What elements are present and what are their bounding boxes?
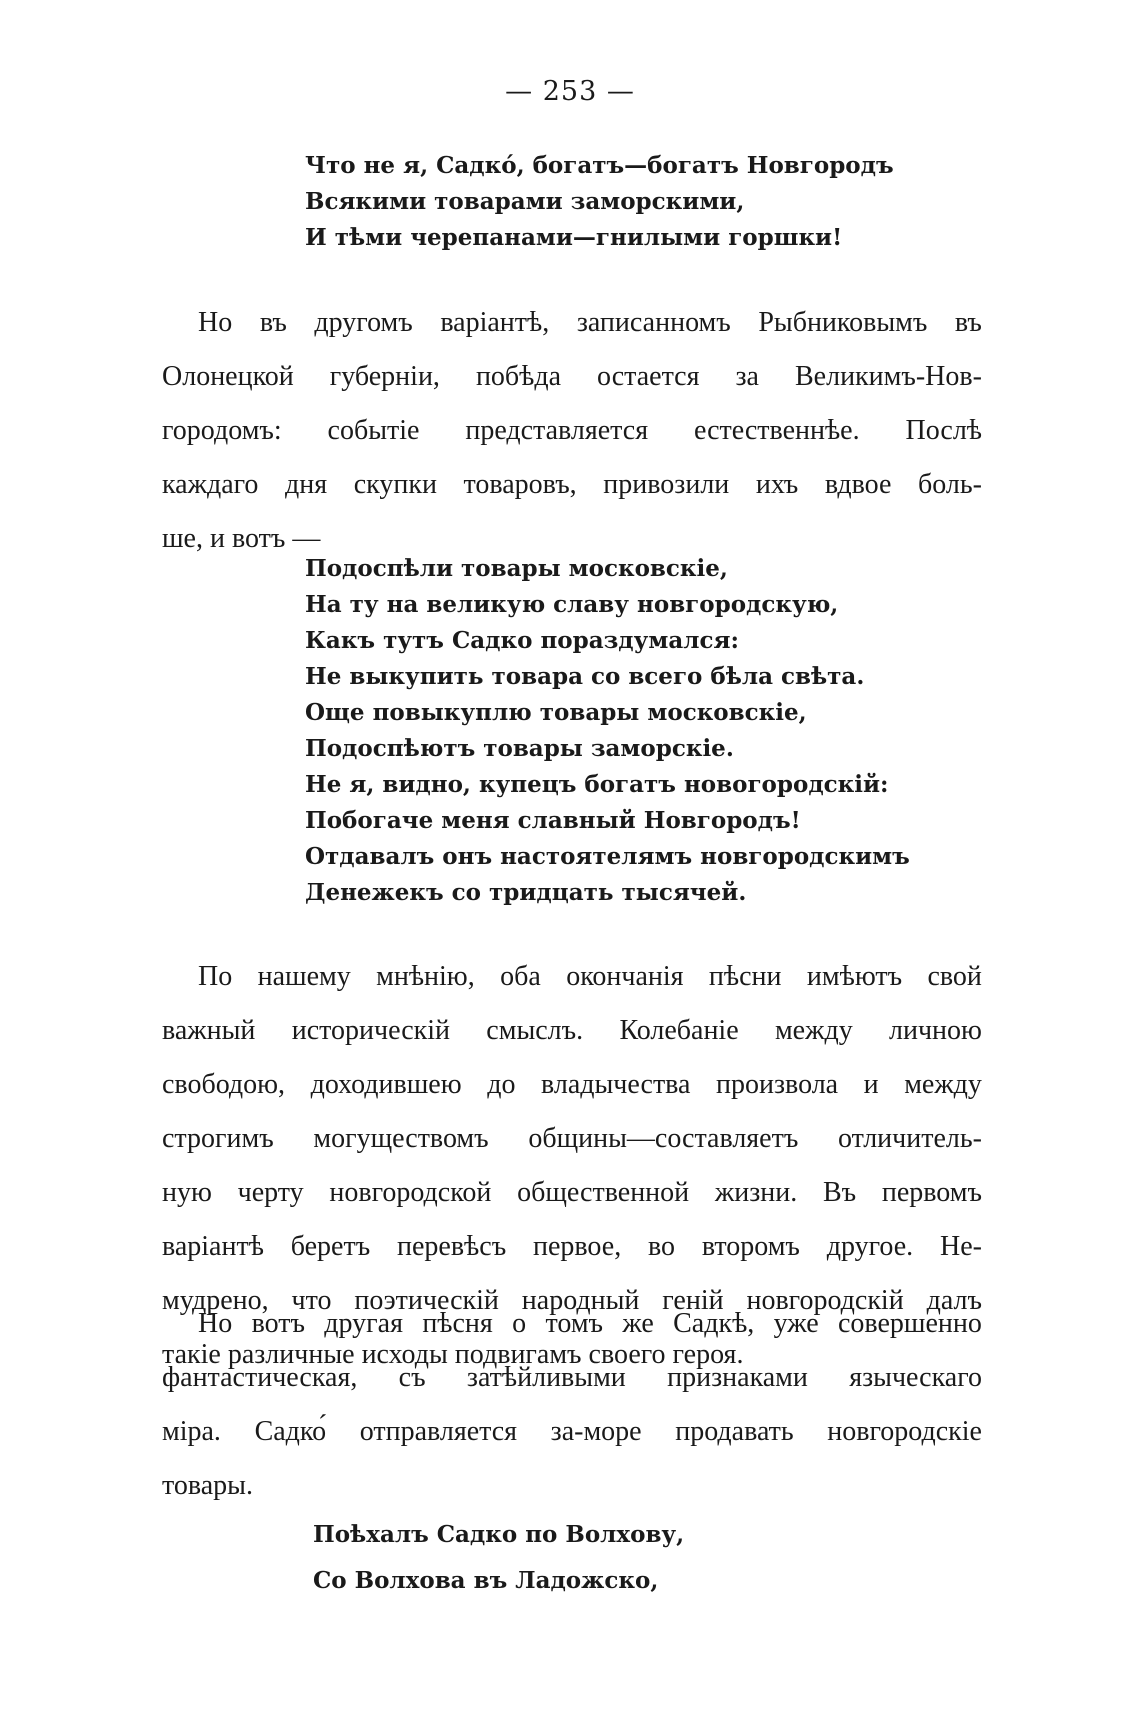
word: томъ [545, 1308, 604, 1339]
word: что [291, 1285, 332, 1316]
paragraph-line [162, 950, 982, 1004]
word: Садкѣ, [673, 1308, 755, 1339]
word: окончанія [566, 961, 684, 992]
verse-block-2 [305, 551, 910, 911]
page-number: — 253 — [505, 76, 635, 107]
word: новгородскіе [827, 1416, 982, 1447]
word: Садко́ [254, 1416, 327, 1447]
paragraph-line [162, 1004, 982, 1058]
word: побѣда [475, 361, 562, 392]
verse-line: На ту на великую славу новгородскую, [305, 591, 839, 618]
word: далъ [926, 1285, 982, 1316]
word: доходившею [310, 1069, 462, 1100]
word: могуществомъ [313, 1123, 489, 1154]
word: до [487, 1069, 516, 1100]
word: естественнѣе. [693, 415, 860, 446]
paragraph-line [162, 350, 982, 404]
word: второмъ [701, 1231, 800, 1262]
word: въ [259, 307, 287, 338]
verse-line: Подоспѣютъ товары заморскіе. [305, 735, 734, 762]
word: нашему [257, 961, 351, 992]
word: скупки [353, 469, 437, 500]
word: Колебаніе [619, 1015, 739, 1046]
word: фантастическая, [162, 1362, 358, 1393]
word: оба [500, 961, 541, 992]
word: свой [927, 961, 982, 992]
word: Но [198, 307, 233, 338]
word: новгородской [329, 1177, 492, 1208]
verse-line: Не выкупить товара со всего бѣла свѣта. [305, 663, 865, 690]
paragraph-line [162, 1166, 982, 1220]
word: владычества [541, 1069, 691, 1100]
word: мнѣнію, [376, 961, 475, 992]
word: другое. [826, 1231, 914, 1262]
word: языческаго [849, 1362, 982, 1393]
word: о [512, 1308, 527, 1339]
word: первомъ [881, 1177, 982, 1208]
word: остается [597, 361, 700, 392]
paragraph-1 [162, 296, 982, 566]
word: пѣсня [422, 1308, 493, 1339]
paragraph-line [162, 296, 982, 350]
verse-line: Какъ тутъ Садко пораздумался: [305, 627, 739, 654]
paragraph-line [162, 1351, 982, 1405]
word: беретъ [290, 1231, 371, 1262]
paragraph-line [162, 1058, 982, 1112]
word: Но [198, 1308, 233, 1339]
word: По [198, 961, 233, 992]
word: Олонецкой [162, 361, 294, 392]
word: вдвое [824, 469, 892, 500]
word: привозили [603, 469, 730, 500]
line-text: ше, и вотъ — [162, 523, 321, 554]
word: ную [162, 1177, 212, 1208]
word: свободою, [162, 1069, 286, 1100]
word: и [863, 1069, 879, 1100]
word: первое, [532, 1231, 622, 1262]
word: геній [662, 1285, 724, 1316]
word: историческій [291, 1015, 450, 1046]
paragraph-3 [162, 1297, 982, 1513]
paragraph-line [162, 1459, 982, 1513]
word: другая [324, 1308, 403, 1339]
word: Послѣ [905, 415, 982, 446]
word: другомъ [314, 307, 413, 338]
word: съ [398, 1362, 426, 1393]
verse-line: Всякими товарами заморскими, [305, 188, 745, 215]
word: за [735, 361, 759, 392]
word: между [774, 1015, 853, 1046]
line-text: товары. [162, 1470, 253, 1501]
word: личною [889, 1015, 982, 1046]
verse-line: И тѣми черепанами—гнилыми горшки! [305, 224, 843, 251]
word: дня [285, 469, 328, 500]
word: между [904, 1069, 982, 1100]
word: имѣютъ [806, 961, 903, 992]
word: варіантѣ, [440, 307, 550, 338]
verse-line: Подоспѣли товары московскіе, [305, 555, 728, 582]
verse-line: Още повыкуплю товары московскіе, [305, 699, 807, 726]
word: общины—составляетъ [528, 1123, 799, 1154]
verse-line: Что не я, Садко́, богатъ—богатъ Новгородъ [305, 152, 894, 179]
word: отличитель- [838, 1123, 982, 1154]
verse-line: Не я, видно, купецъ богатъ новогородскій: [305, 771, 889, 798]
word: событіе [327, 415, 420, 446]
paragraph-line [162, 404, 982, 458]
word: за-море [550, 1416, 642, 1447]
word: же [622, 1308, 654, 1339]
paragraph-line [162, 1220, 982, 1274]
word: смыслъ. [486, 1015, 584, 1046]
word: пѣсни [708, 961, 782, 992]
word: Не- [939, 1231, 982, 1262]
word: признаками [667, 1362, 808, 1393]
verse-line: Денежекъ со тридцать тысячей. [305, 879, 747, 906]
word: Великимъ-Нов- [795, 361, 982, 392]
word: строгимъ [162, 1123, 274, 1154]
word: вотъ [251, 1308, 305, 1339]
word: варіантѣ [162, 1231, 264, 1262]
word: боль- [918, 469, 982, 500]
word: каждаго [162, 469, 259, 500]
verse-line: Со Волхова въ Ладожско, [313, 1567, 659, 1594]
paragraph-line [162, 1297, 982, 1351]
word: жизни. [714, 1177, 798, 1208]
word: городомъ: [162, 415, 282, 446]
word: товаровъ, [463, 469, 577, 500]
word: въ [954, 307, 982, 338]
word: губерніи, [329, 361, 440, 392]
verse-line: Побогаче меня славный Новгородъ! [305, 807, 801, 834]
word: черту [237, 1177, 304, 1208]
word: записанномъ [576, 307, 731, 338]
paragraph-line [162, 458, 982, 512]
word: важный [162, 1015, 256, 1046]
word: совершенно [838, 1308, 982, 1339]
word: мудрено, [162, 1285, 269, 1316]
word: міра. [162, 1416, 221, 1447]
word: отправляется [359, 1416, 518, 1447]
word: перевѣсъ [397, 1231, 507, 1262]
verse-line: Отдавалъ онъ настоятелямъ новгородскимъ [305, 843, 910, 870]
word: ихъ [755, 469, 799, 500]
word: Въ [822, 1177, 857, 1208]
word: поэтическій [354, 1285, 499, 1316]
word: новгородскій [746, 1285, 904, 1316]
word: во [648, 1231, 676, 1262]
line-text: такіе различные исходы подвигамъ своего героя. [162, 1339, 744, 1370]
word: уже [773, 1308, 819, 1339]
word: народный [521, 1285, 640, 1316]
verse-block-1 [305, 148, 894, 256]
word: затѣйливыми [466, 1362, 626, 1393]
word: Рыбниковымъ [758, 307, 928, 338]
paragraph-line [162, 1405, 982, 1459]
verse-block-3 [313, 1512, 684, 1604]
word: представляется [465, 415, 649, 446]
verse-line: Поѣхалъ Садко по Волхову, [313, 1521, 685, 1548]
word: продавать [675, 1416, 794, 1447]
word: произвола [716, 1069, 839, 1100]
word: общественной [517, 1177, 690, 1208]
paragraph-line [162, 1112, 982, 1166]
